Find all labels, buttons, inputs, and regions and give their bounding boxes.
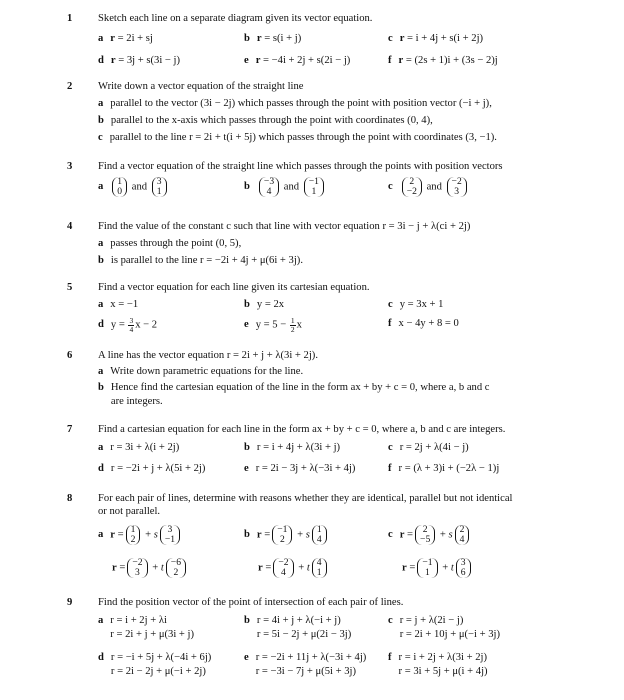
question-stem: Write down a vector equation of the straight line: [98, 81, 304, 92]
part-b: b y = 2x: [244, 299, 285, 310]
part-a-line-2: r = −2 3 + t −6 2: [112, 558, 188, 578]
question-stem: Find a vector equation for each line given its cartesian equation.: [98, 282, 370, 293]
question-number: 1: [67, 13, 73, 24]
question-stem: Find the value of the constant c such that line with vector equation r = 3i − j + λ(ci + 2j): [98, 221, 471, 232]
part-d: d r = 3j + s(3i − j): [98, 55, 181, 66]
question-stem: A line has the vector equation r = 2i + j + λ(3i + 2j).: [98, 350, 318, 361]
part-d: d r = −2i + j + λ(5i + 2j): [98, 463, 206, 474]
part-c: c r = i + 4j + s(i + 2j): [388, 33, 484, 44]
column-vector: 3 1: [152, 177, 167, 197]
question-number: 9: [67, 597, 73, 608]
part-a: a Write down parametric equations for the line.: [98, 366, 304, 377]
question-stem: Find a cartesian equation for each line in the form ax + by + c = 0, where a, b and c are integers.: [98, 424, 506, 435]
question-stem: For each pair of lines, determine with reasons whether they are identical, parallel but not identical or not parallel.: [98, 493, 513, 518]
part-a: a r = 1 2 + s 3 −1: [98, 525, 182, 545]
part-f: f x − 4y + 8 = 0: [388, 318, 459, 329]
question-number: 2: [67, 81, 73, 92]
question-number: 5: [67, 282, 73, 293]
part-f: f r = (λ + 3)i + (−2λ − 1)j: [388, 463, 500, 474]
question-number: 3: [67, 161, 73, 172]
part-b-line-2: r = −2 4 + t 4 1: [258, 558, 329, 578]
column-vector: −1 1: [304, 177, 324, 197]
part-c: c r = 2j + λ(4i − j): [388, 442, 469, 453]
question-number: 8: [67, 493, 73, 504]
question-number: 7: [67, 424, 73, 435]
part-d: d r = −i + 5j + λ(−4i + 6j) r = 2i − 2j + μ(−i + 2j): [98, 652, 212, 677]
question-number: 6: [67, 350, 73, 361]
part-c: c y = 3x + 1: [388, 299, 444, 310]
fraction: $\frac{1}{2}$: [290, 316, 295, 334]
part-f: f r = (2s + 1)i + (3s − 2)j: [388, 55, 498, 66]
part-b: b parallel to the x-axis which passes through the point with coordinates (0, 4),: [98, 115, 433, 126]
part-a: a r = 3i + λ(i + 2j): [98, 442, 180, 453]
part-b: b is parallel to the line r = −2i + 4j + μ(6i + 3j).: [98, 255, 303, 266]
part-b: b r = −1 2 + s 1 4: [244, 525, 329, 545]
part-c: c r = 2 −5 + s 2 4: [388, 525, 471, 545]
part-f: f r = i + 2j + λ(3i + 2j) r = 3i + 5j + μ(i + 4j): [388, 652, 488, 677]
part-c: c 2 −2 and −2 3: [388, 177, 469, 197]
column-vector: 2 −2: [402, 177, 422, 197]
part-a: a parallel to the vector (3i − 2j) which passes through the point with position vector (−i + j),: [98, 98, 492, 109]
part-d: d y = $\frac{3}{4}$ x − 2: [98, 316, 158, 334]
part-e: e r = 2i − 3j + λ(−3i + 4j): [244, 463, 356, 474]
part-a: a passes through the point (0, 5),: [98, 238, 242, 249]
part-b: b r = s(i + j): [244, 33, 302, 44]
part-e: e r = −2i + 11j + λ(−3i + 4j) r = −3i − 7j + μ(5i + 3j): [244, 652, 367, 677]
part-c: c r = j + λ(2i − j) r = 2i + 10j + μ(−i + 3j): [388, 615, 500, 640]
part-a: a x = −1: [98, 299, 139, 310]
part-b: b −3 4 and −1 1: [244, 177, 326, 197]
question-stem: Find a vector equation of the straight line which passes through the points with position vectors: [98, 161, 503, 172]
part-e: e y = 5 − $\frac{1}{2}$ x: [244, 316, 302, 334]
fraction: $\frac{3}{4}$: [129, 316, 134, 334]
part-a: a 1 0 and 3 1: [98, 177, 169, 197]
part-a: a r = 2i + sj: [98, 33, 153, 44]
question-number: 4: [67, 221, 73, 232]
part-a: a r = i + 2j + λi r = 2i + j + μ(3i + j): [98, 615, 195, 640]
part-c: c parallel to the line r = 2i + t(i + 5j) which passes through the point with coordinates (3, −1).: [98, 132, 497, 143]
part-c-line-2: r = −1 1 + t 3 6: [402, 558, 473, 578]
column-vector: 1 0: [112, 177, 127, 197]
question-stem: Find the position vector of the point of intersection of each pair of lines.: [98, 597, 404, 608]
question-stem: Sketch each line on a separate diagram given its vector equation.: [98, 13, 373, 24]
column-vector: −3 4: [259, 177, 279, 197]
column-vector: −2 3: [447, 177, 467, 197]
part-e: e r = −4i + 2j + s(2i − j): [244, 55, 351, 66]
part-b: b r = 4i + j + λ(−i + j) r = 5i − 2j + μ(2i − 3j): [244, 615, 352, 640]
part-b: b Hence find the cartesian equation of the line in the form ax + by + c = 0, where a, b and c are integers.: [98, 382, 490, 407]
part-b: b r = i + 4j + λ(3i + j): [244, 442, 341, 453]
